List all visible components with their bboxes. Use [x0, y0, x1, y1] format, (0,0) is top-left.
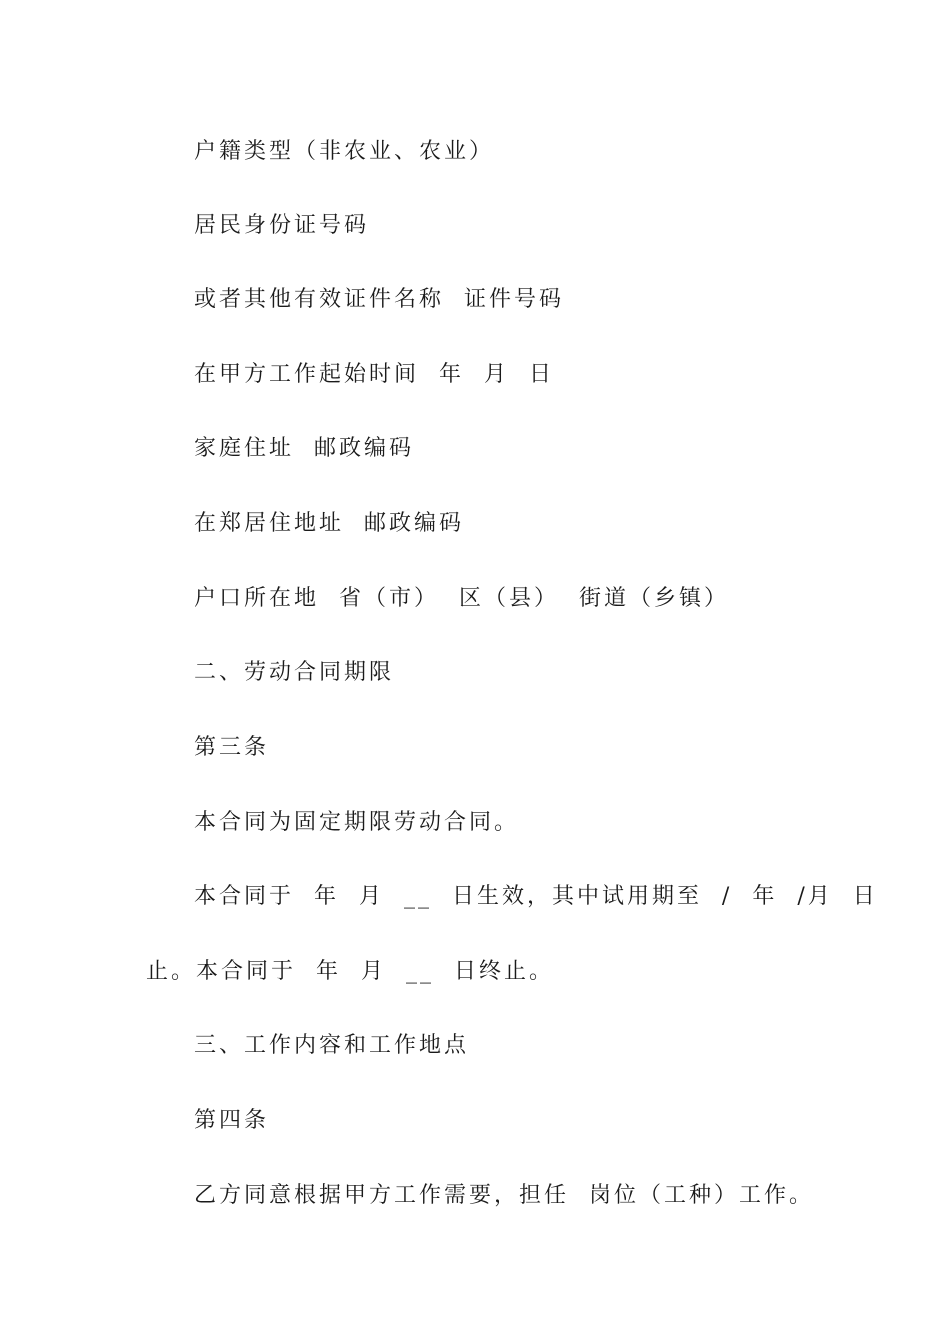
employment-start-date: 在甲方工作起始时间 年 月 日	[194, 362, 554, 387]
effective-date-clause: 本合同于 年 月 __ 日生效，其中试用期至 / 年 /月 日	[194, 884, 878, 909]
article-three-heading: 第三条	[194, 735, 270, 760]
termination-date-clause: 止。本合同于 年 月 __ 日终止。	[146, 959, 554, 984]
other-id-document: 或者其他有效证件名称 证件号码	[194, 287, 564, 312]
household-registration-type: 户籍类型（非农业、农业）	[194, 139, 495, 164]
article-four-heading: 第四条	[194, 1108, 270, 1133]
local-residence-address: 在郑居住地址 邮政编码	[194, 511, 464, 536]
section-heading-work-content: 三、工作内容和工作地点	[194, 1033, 470, 1058]
position-assignment-clause: 乙方同意根据甲方工作需要，担任 岗位（工种）工作。	[194, 1183, 814, 1208]
hukou-location: 户口所在地 省（市） 区（县） 街道（乡镇）	[194, 586, 729, 611]
id-card-number: 居民身份证号码	[194, 213, 370, 238]
home-address: 家庭住址 邮政编码	[194, 436, 414, 461]
section-heading-contract-term: 二、劳动合同期限	[194, 660, 395, 685]
fixed-term-statement: 本合同为固定期限劳动合同。	[194, 810, 520, 835]
